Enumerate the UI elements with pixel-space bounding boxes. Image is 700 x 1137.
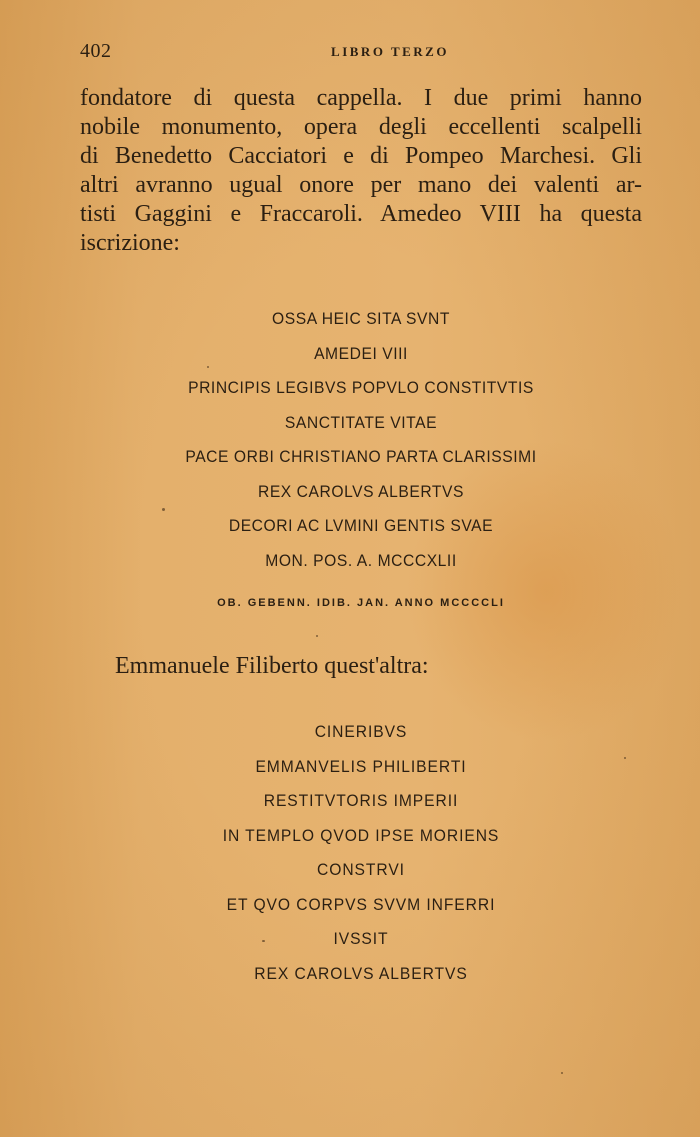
inscription-emmanuele-filiberto (80, 715, 642, 991)
inscription-line: EMMANVELIS PHILIBERTI (255, 756, 467, 776)
inscription-line: CINERIBVS (314, 722, 408, 741)
second-inscription-intro: Emmanuele Filiberto quest'altra: (115, 653, 429, 679)
inscription-line: ET QVO CORPVS SVVM INFERRI (226, 894, 496, 914)
paragraph-line: iscrizione: (80, 230, 180, 256)
inscription-line: REX CAROLVS ALBERTVS (257, 481, 465, 501)
paper-speck (316, 635, 318, 637)
obit-note: OB. GEBENN. IDIB. JAN. ANNO MCCCCLI (217, 597, 505, 609)
inscription-line: IN TEMPLO QVOD IPSE MORIENS (222, 825, 500, 845)
paper-speck (624, 757, 626, 759)
paragraph-line: tisti Gaggini e Fraccaroli. Amedeo VIII ha questa (80, 201, 642, 227)
inscription-line: MON. POS. A. MCCCXLII (265, 550, 457, 570)
paper-speck (162, 508, 165, 511)
paragraph-line: nobile monumento, opera degli eccellenti scalpelli (80, 114, 642, 140)
inscription-amedeo (80, 302, 642, 578)
paper-speck (207, 366, 209, 368)
page-header (80, 40, 640, 68)
inscription-line: RESTITVTORIS IMPERII (263, 791, 459, 810)
paper-speck (561, 1072, 563, 1074)
inscription-line: PACE ORBI CHRISTIANO PARTA CLARISSIMI (185, 447, 537, 466)
body-paragraph (80, 84, 642, 258)
paragraph-line: altri avranno ugual onore per mano dei valenti ar- (80, 172, 642, 198)
inscription-line: AMEDEI VIII (314, 343, 408, 363)
inscription-line: DECORI AC LVMINI GENTIS SVAE (228, 516, 494, 535)
paper-speck (262, 940, 265, 942)
paragraph-line: di Benedetto Cacciatori e di Pompeo Marchesi. Gli (80, 143, 642, 169)
page-number: 402 (80, 40, 112, 62)
paragraph-line: fondatore di questa cappella. I due primi hanno (80, 85, 642, 111)
inscription-line: PRINCIPIS LEGIBVS POPVLO CONSTITVTIS (188, 378, 534, 397)
inscription-line: OSSA HEIC SITA SVNT (272, 309, 450, 328)
running-head: LIBRO TERZO (331, 44, 449, 59)
inscription-line: IVSSIT (333, 929, 389, 948)
inscription-line: CONSTRVI (317, 860, 405, 879)
inscription-line: REX CAROLVS ALBERTVS (254, 963, 468, 983)
inscription-line: SANCTITATE VITAE (284, 412, 438, 432)
